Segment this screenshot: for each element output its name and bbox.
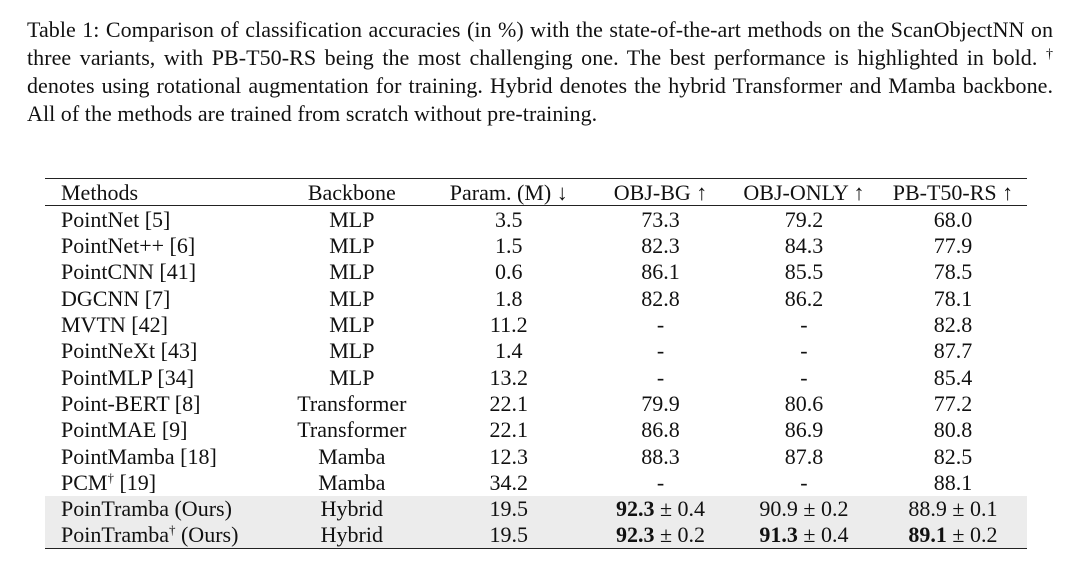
cell-method: Point-BERT [8]	[61, 390, 201, 416]
cell-obj-bg: 88.3	[641, 443, 680, 469]
dagger-mark: †	[168, 522, 176, 538]
cell-method	[45, 469, 278, 495]
cell-pb-t50-rs: 78.1	[933, 285, 973, 311]
method-name: PCM	[61, 469, 108, 495]
cell-param: 19.5	[425, 522, 592, 549]
std-value: ± 0.2	[946, 522, 998, 548]
caption-dagger: †	[1045, 47, 1053, 62]
cell-obj-only: -	[800, 312, 808, 338]
cell-pb-t50-rs: 68.0	[933, 206, 973, 232]
table-row	[45, 311, 1027, 337]
table-row	[45, 233, 1027, 259]
table-row	[45, 443, 1027, 469]
table-row	[45, 469, 1027, 495]
cell-param: 1.5	[495, 233, 523, 259]
cell-method: PointMamba [18]	[61, 443, 217, 469]
cell-pb-t50-rs: 82.8	[933, 312, 973, 338]
cell-method: PointCNN [41]	[61, 259, 197, 285]
table-row-ours	[45, 496, 1027, 522]
cell-method	[45, 522, 278, 549]
std-value: ± 0.4	[797, 522, 849, 548]
cell-param-best: 0.6	[495, 259, 523, 285]
header-row	[45, 179, 1027, 206]
table-row	[45, 206, 1027, 233]
cell-obj-bg: 73.3	[641, 206, 680, 232]
table-row-ours-rot	[45, 522, 1027, 549]
best-value: 89.1	[908, 522, 947, 548]
cell-pb-t50-rs	[879, 522, 1027, 549]
table-row	[45, 285, 1027, 311]
cell-pb-t50-rs: 87.7	[933, 338, 973, 364]
cell-obj-only: 80.6	[784, 390, 824, 416]
table-row	[45, 259, 1027, 285]
cell-backbone: MLP	[329, 206, 375, 232]
cell-param: 22.1	[489, 390, 529, 416]
cell-obj-bg: 79.9	[641, 390, 680, 416]
cell-backbone: Transformer	[297, 417, 407, 443]
best-value: 92.3	[615, 496, 655, 522]
cell-obj-only: 79.2	[784, 206, 824, 232]
cell-method: MVTN [42]	[61, 312, 168, 338]
cell-obj-bg: -	[656, 469, 665, 495]
cell-param: 22.1	[489, 417, 529, 443]
table-row	[45, 390, 1027, 416]
cell-pb-t50-rs: 88.1	[933, 469, 973, 495]
cell-pb-t50-rs: 85.4	[933, 364, 973, 390]
caption-text-2: denotes using rotational augmentation for training. Hybrid denotes the hybrid Transformer and Mamba backbone. All of the methods are trained from scratch without pre-training.	[27, 73, 1053, 126]
cell-param: 12.3	[489, 443, 529, 469]
method-name: PoinTramba	[61, 522, 169, 548]
cell-method: PoinTramba (Ours)	[45, 496, 278, 522]
dagger-mark: †	[107, 469, 114, 485]
table-row	[45, 338, 1027, 364]
cell-backbone: MLP	[329, 338, 375, 364]
cell-obj-bg: 82.3	[641, 233, 680, 259]
cell-param: 19.5	[425, 496, 592, 522]
cell-obj-only	[729, 522, 879, 549]
cell-obj-only: -	[800, 364, 808, 390]
cell-backbone: MLP	[329, 312, 375, 338]
cell-pb-t50-rs: 78.5	[933, 259, 973, 285]
cell-pb-t50-rs: 77.2	[933, 390, 973, 416]
cell-method: PointNet++ [6]	[61, 233, 196, 259]
method-ref: (Ours)	[175, 522, 239, 548]
std-value: ± 0.4	[654, 496, 706, 522]
cell-param: 34.2	[489, 469, 529, 495]
header-methods: Methods	[61, 179, 138, 205]
cell-obj-bg: -	[656, 364, 665, 390]
best-value: 91.3	[759, 522, 798, 548]
cell-pb-t50-rs: 88.9 ± 0.1	[879, 496, 1027, 522]
cell-backbone: MLP	[329, 259, 375, 285]
cell-obj-only: 85.5	[784, 259, 824, 285]
cell-param: 3.5	[495, 206, 523, 232]
cell-obj-only: -	[800, 469, 808, 495]
method-ref: [19]	[113, 469, 157, 495]
table-caption	[27, 16, 1053, 128]
cell-backbone: Transformer	[297, 390, 407, 416]
cell-obj-bg: -	[656, 338, 665, 364]
header-obj-bg: OBJ-BG ↑	[613, 179, 708, 205]
table-row	[45, 364, 1027, 390]
header-obj-only: OBJ-ONLY ↑	[743, 179, 865, 205]
cell-pb-t50-rs: 82.5	[933, 443, 973, 469]
cell-method: PointNet [5]	[61, 206, 171, 232]
cell-obj-only: 90.9 ± 0.2	[729, 496, 879, 522]
cell-backbone: MLP	[329, 233, 375, 259]
cell-backbone: Mamba	[318, 443, 386, 469]
cell-obj-bg: -	[656, 312, 665, 338]
cell-obj-only: 84.3	[784, 233, 824, 259]
cell-obj-only: -	[800, 338, 808, 364]
cell-pb-t50-rs: 77.9	[933, 233, 973, 259]
header-backbone: Backbone	[307, 179, 396, 205]
table-row	[45, 417, 1027, 443]
results-table	[45, 178, 1027, 549]
cell-method: DGCNN [7]	[61, 285, 171, 311]
caption-text-1: Table 1: Comparison of classification accuracies (in %) with the state-of-the-art methods on the ScanObjectNN on three variants, with PB-T50-RS being the most challenging one. The best performance is highlighted in bold.	[27, 17, 1053, 70]
cell-obj-bg: 86.8	[641, 417, 680, 443]
cell-param: 1.8	[495, 285, 523, 311]
std-value: ± 0.2	[654, 522, 706, 548]
cell-obj-bg	[592, 522, 729, 549]
cell-backbone: Mamba	[318, 469, 386, 495]
cell-obj-bg: 82.8	[641, 285, 680, 311]
cell-backbone: MLP	[329, 285, 375, 311]
cell-method: PointNeXt [43]	[61, 338, 198, 364]
cell-param: 13.2	[489, 364, 529, 390]
cell-obj-only: 87.8	[784, 443, 824, 469]
cell-param: 11.2	[489, 312, 528, 338]
cell-param: 1.4	[495, 338, 523, 364]
header-pb-t50-rs: PB-T50-RS ↑	[892, 179, 1014, 205]
cell-backbone: Hybrid	[278, 522, 425, 549]
cell-obj-only: 86.9	[784, 417, 824, 443]
cell-method: PointMLP [34]	[61, 364, 195, 390]
cell-obj-bg	[592, 496, 729, 522]
cell-backbone: MLP	[329, 364, 375, 390]
cell-pb-t50-rs: 80.8	[933, 417, 973, 443]
header-param: Param. (M) ↓	[449, 179, 568, 205]
cell-obj-only: 86.2	[784, 285, 824, 311]
best-value: 92.3	[615, 522, 655, 548]
cell-backbone: Hybrid	[278, 496, 425, 522]
cell-method: PointMAE [9]	[61, 417, 188, 443]
cell-obj-bg: 86.1	[641, 259, 680, 285]
